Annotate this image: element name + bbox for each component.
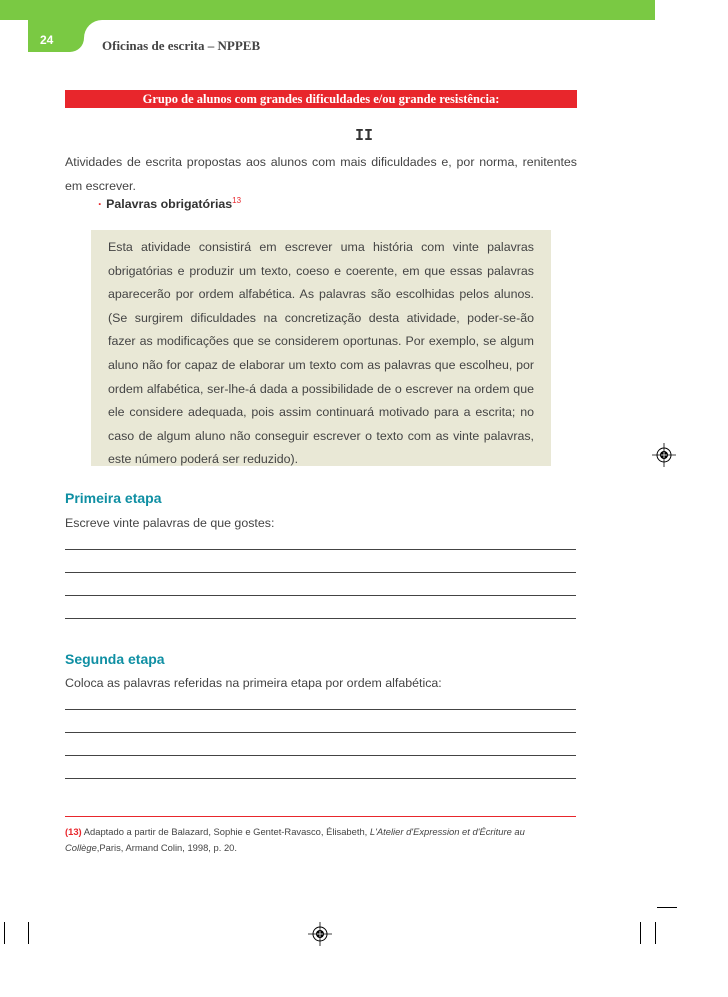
registration-mark-icon [308,922,332,946]
stage2-answer-line[interactable] [65,755,576,756]
group-banner: Grupo de alunos com grandes dificuldades e/ou grande resistência: [65,90,577,108]
crop-mark [28,922,29,944]
stage1-instruction: Escreve vinte palavras de que gostes: [65,516,275,530]
footnote-number: (13) [65,826,82,837]
crop-mark [655,922,656,944]
stage1-answer-line[interactable] [65,618,576,619]
crop-mark [640,922,641,944]
stage2-answer-line[interactable] [65,709,576,710]
running-header-title: Oficinas de escrita – NPPEB [102,38,261,53]
stage2-instruction: Coloca as palavras referidas na primeira etapa por ordem alfabética: [65,676,442,690]
stage1-answer-line[interactable] [65,595,576,596]
footnote-ref[interactable]: 13 [232,196,242,205]
registration-mark-icon [652,443,676,467]
footnote-book-title: L'Atelier d'Expression et d'Écriture au Collège [65,826,525,853]
stage1-title: Primeira etapa [65,490,162,506]
stage1-answer-line[interactable] [65,572,576,573]
stage2-answer-line[interactable] [65,778,576,779]
crop-mark [657,907,677,908]
footnote [65,824,576,856]
header-bar [0,0,655,20]
page-number-tab [28,20,84,52]
page-number: 24 [40,33,54,47]
activity-title: Palavras obrigatórias [106,197,233,212]
stage2-answer-line[interactable] [65,732,576,733]
crop-mark [4,922,5,944]
footnote-text-before: Adaptado a partir de Balazard, Sophie e Gentet-Ravasco, Élisabeth, [83,826,370,837]
stage1-answer-line[interactable] [65,549,576,550]
footnote-rule [65,816,576,817]
activity-description: Esta atividade consistirá em escrever uma história com vinte palavras obrigatórias e produzir um texto, coeso e coerente, em que essas palavras aparecerão por ordem alfabética. As palavras são escolhidas pelos alunos. (Se surgirem dificuldades na concretização desta atividade, poder-se-ão fazer as modificações que se considerem oportunas. Por exemplo, se algum aluno não for capaz de elaborar um texto com as palavras que escolheu, por ordem alfabética, ser-lhe-á dada a possibilidade de o escrever na ordem que ele considere adequada, pois assim continuará motivado para a escrita; no caso de algum aluno não conseguir escrever o texto com as vinte palavras, este número poderá ser reduzido). [108,240,534,467]
stage2-title: Segunda etapa [65,651,165,667]
activity-heading [98,196,241,211]
footnote-text-after: ,Paris, Armand Colin, 1998, p. 20. [96,842,237,853]
bullet-icon: · [98,197,103,212]
intro-paragraph: Atividades de escrita propostas aos alunos com mais dificuldades e, por norma, renitentes em escrever. [65,155,577,193]
section-number: II [354,126,374,144]
